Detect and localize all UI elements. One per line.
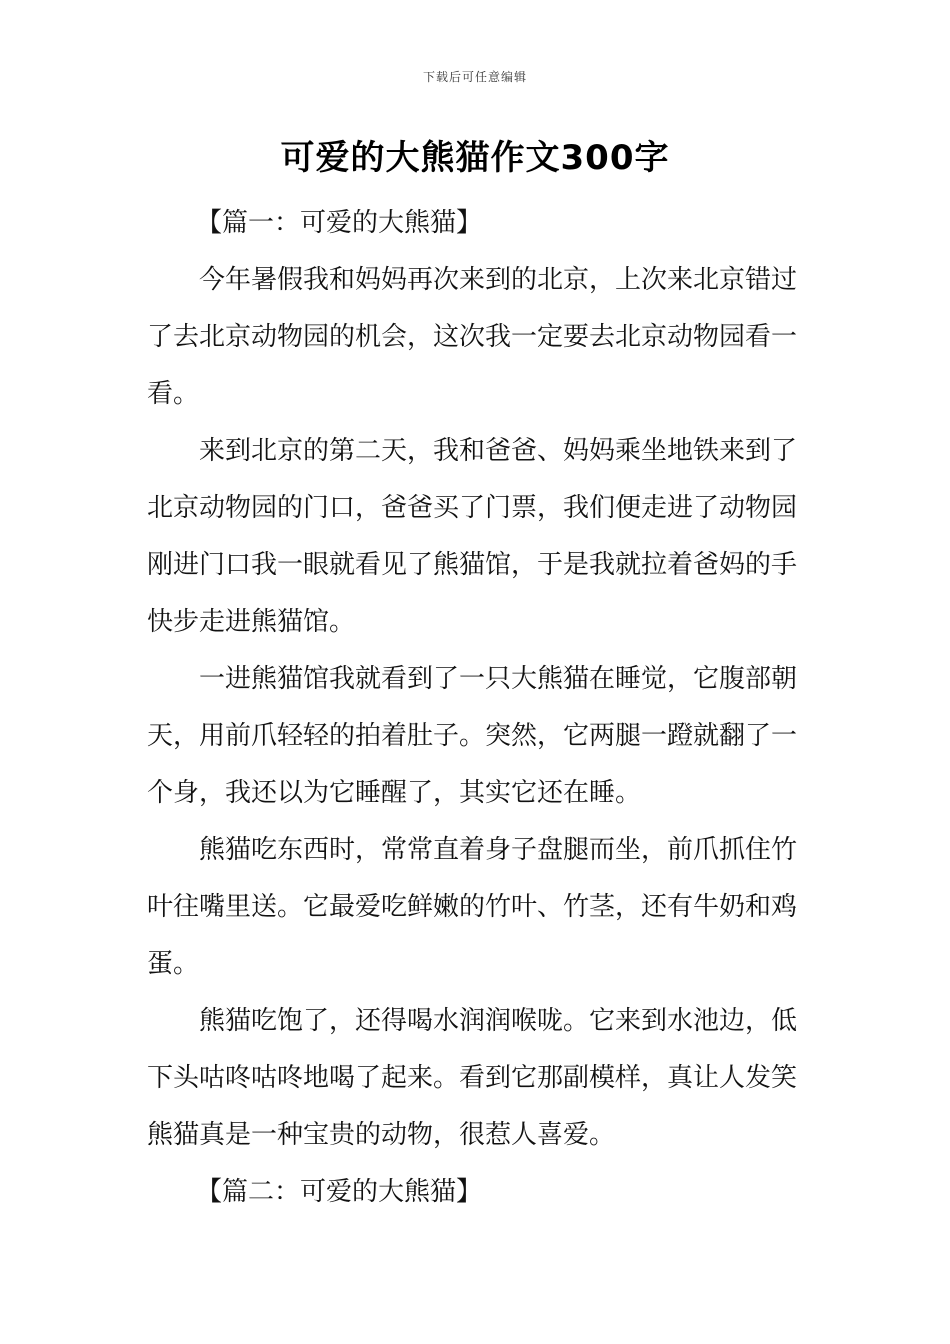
paragraph-1-line-2: 了去北京动物园的机会，这次我一定要去北京动物园看一 bbox=[147, 322, 798, 352]
paragraph-1-line-1: 今年暑假我和妈妈再次来到的北京，上次来北京错过 bbox=[199, 265, 798, 295]
paragraph-2-line-2: 北京动物园的门口，爸爸买了门票，我们便走进了动物园 bbox=[147, 493, 798, 523]
paragraph-2-line-4: 快步走进熊猫馆。 bbox=[147, 607, 356, 637]
paragraph-1-line-3: 看。 bbox=[147, 379, 200, 409]
paragraph-5-line-1: 熊猫吃饱了，还得喝水润润喉咙。它来到水池边，低 bbox=[199, 1006, 798, 1036]
paragraph-4-line-2: 叶往嘴里送。它最爱吃鲜嫩的竹叶、竹茎，还有牛奶和鸡 bbox=[147, 892, 798, 922]
paragraph-4-line-3: 蛋。 bbox=[147, 949, 200, 979]
paragraph-4-line-1: 熊猫吃东西时，常常直着身子盘腿而坐，前爪抓住竹 bbox=[199, 835, 798, 865]
section-heading-2: 【篇二：可爱的大熊猫】 bbox=[196, 1177, 483, 1207]
paragraph-2-line-1: 来到北京的第二天，我和爸爸、妈妈乘坐地铁来到了 bbox=[199, 436, 798, 466]
paragraph-2-line-3: 刚进门口我一眼就看见了熊猫馆，于是我就拉着爸妈的手 bbox=[147, 550, 798, 580]
paragraph-5-line-2: 下头咕咚咕咚地喝了起来。看到它那副模样，真让人发笑 bbox=[147, 1063, 798, 1093]
section-heading-1: 【篇一：可爱的大熊猫】 bbox=[196, 208, 483, 238]
paragraph-3-line-1: 一进熊猫馆我就看到了一只大熊猫在睡觉，它腹部朝 bbox=[199, 664, 798, 694]
paragraph-3-line-3: 个身，我还以为它睡醒了，其实它还在睡。 bbox=[147, 778, 642, 808]
document-title: 可爱的大熊猫作文300字 bbox=[280, 138, 670, 178]
paragraph-3-line-2: 天，用前爪轻轻的拍着肚子。突然，它两腿一蹬就翻了一 bbox=[147, 721, 798, 751]
header-note: 下载后可任意编辑 bbox=[422, 70, 527, 84]
paragraph-5-line-3: 熊猫真是一种宝贵的动物，很惹人喜爱。 bbox=[147, 1120, 616, 1150]
document-body bbox=[147, 203, 807, 1229]
